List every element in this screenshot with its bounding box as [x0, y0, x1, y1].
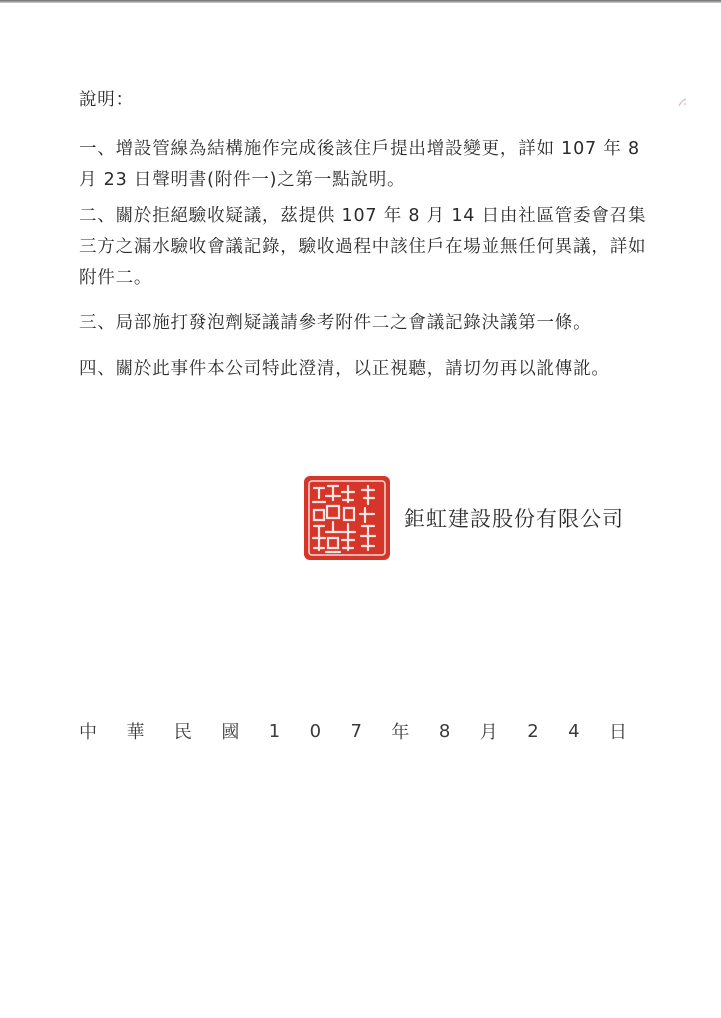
date-char: 8 — [438, 720, 451, 742]
date-char: 國 — [221, 722, 240, 743]
date-char: 7 — [350, 720, 362, 742]
date-char: 1 — [268, 720, 281, 742]
date-char: 中 — [79, 722, 97, 743]
date-char: 年 — [391, 722, 410, 743]
paragraph-1: 一、增設管線為結構施作完成後該住戶提出增設變更，詳如 107 年 8 月 23 日聲明書(附件一)之第一點說明。 — [79, 139, 640, 190]
date-char: 月 — [479, 722, 498, 743]
paragraph-4: 四、關於此事件本公司特此澄清，以正視聽，請切勿再以訛傳訛。 — [79, 359, 610, 379]
paragraph-3: 三、局部施打發泡劑疑議請參考附件二之會議記錄決議第一條。 — [79, 313, 592, 333]
date-line — [79, 716, 627, 746]
date-char: 民 — [173, 722, 192, 743]
date-char: 2 — [527, 720, 539, 742]
scan-top-edge — [0, 0, 721, 3]
scan-speck-mark — [676, 96, 690, 110]
company-name: 鉅虹建設股份有限公司 — [404, 507, 624, 531]
date-char: 華 — [126, 722, 145, 743]
heading-text: 說明： — [79, 90, 134, 110]
paragraph-2: 二、關於拒絕驗收疑議，茲提供 107 年 8 月 14 日由社區管委會召集三方之漏水驗收會議記錄，驗收過程中該住戶在場並無任何異議，詳如附件二。 — [79, 206, 647, 288]
date-char: 4 — [568, 720, 580, 742]
date-char: 0 — [309, 720, 322, 742]
date-char: 日 — [608, 722, 627, 743]
company-seal-stamp — [302, 474, 392, 562]
